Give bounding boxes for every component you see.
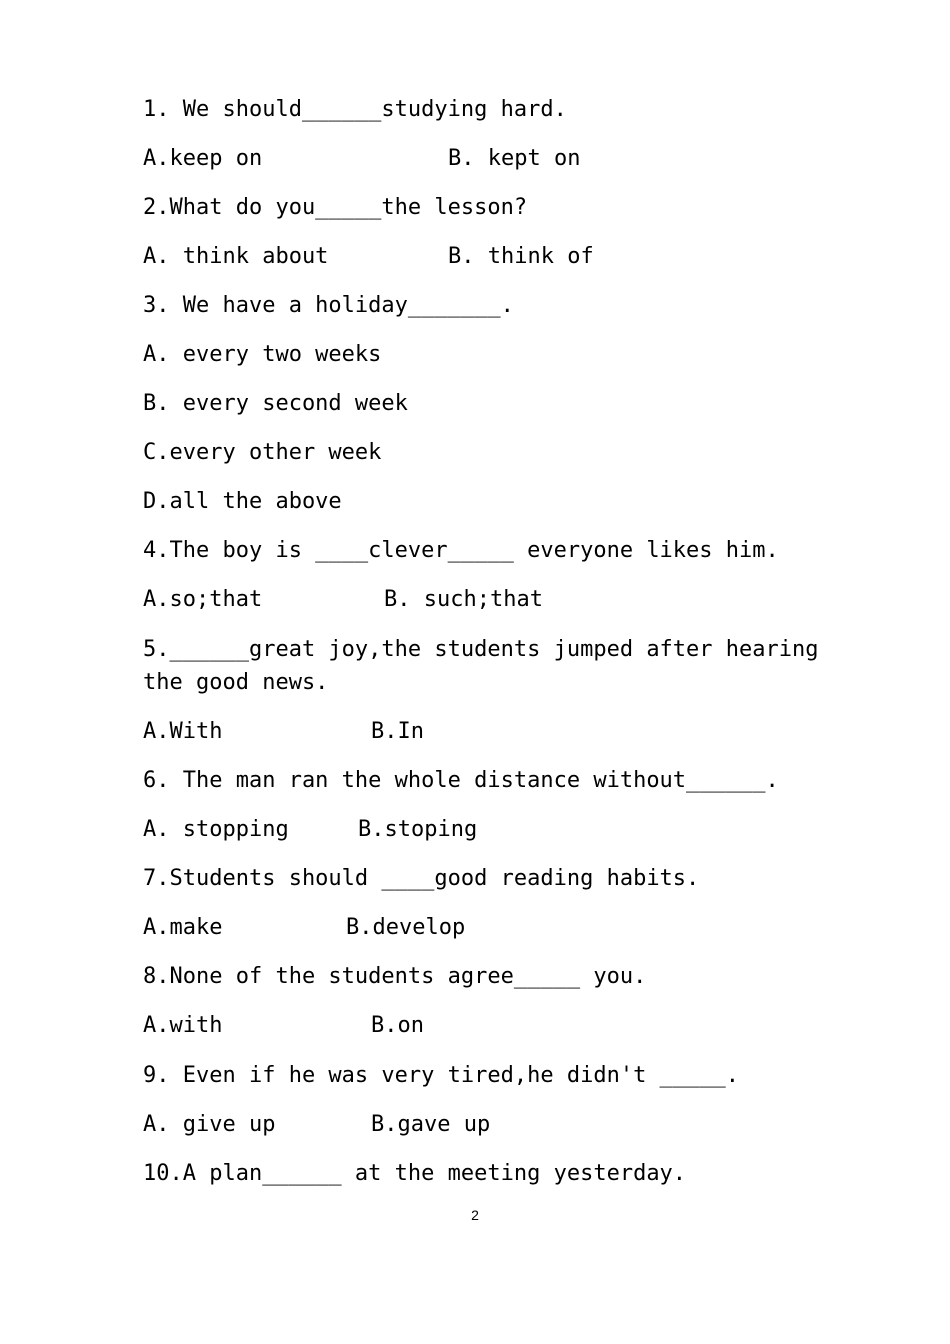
question-3-option-b: B. every second week xyxy=(143,391,408,416)
question-10-stem: 10.A plan______ at the meeting yesterday. xyxy=(143,1161,687,1186)
question-5-stem-line-2: the good news. xyxy=(143,670,329,695)
question-9-option-b: B.gave up xyxy=(371,1112,491,1137)
question-3-option-a: A. every two weeks xyxy=(143,342,382,367)
question-4-stem: 4.The boy is ____clever_____ everyone likes him. xyxy=(143,538,779,563)
question-6-option-b: B.stoping xyxy=(358,817,478,842)
question-1-option-b: B. kept on xyxy=(448,146,581,171)
question-1-option-a: A.keep on xyxy=(143,146,263,171)
question-2-stem: 2.What do you_____the lesson? xyxy=(143,195,528,220)
question-6-option-a: A. stopping xyxy=(143,817,289,842)
question-7-option-b: B.develop xyxy=(346,915,466,940)
question-5-stem-line-1: 5.______great joy,the students jumped after hearing xyxy=(143,637,819,662)
question-9-option-a: A. give up xyxy=(143,1112,276,1137)
question-8-option-b: B.on xyxy=(371,1013,424,1038)
page-number: 2 xyxy=(471,1207,479,1223)
question-8-option-a: A.with xyxy=(143,1013,223,1038)
question-4-option-b: B. such;that xyxy=(384,587,543,612)
question-6-stem: 6. The man ran the whole distance without______. xyxy=(143,768,779,793)
question-9-stem: 9. Even if he was very tired,he didn't _____. xyxy=(143,1063,740,1088)
question-3-option-c: C.every other week xyxy=(143,440,382,465)
question-5-option-b: B.In xyxy=(371,719,424,744)
question-8-stem: 8.None of the students agree_____ you. xyxy=(143,964,647,989)
question-2-option-b: B. think of xyxy=(448,244,594,269)
question-2-option-a: A. think about xyxy=(143,244,329,269)
question-3-option-d: D.all the above xyxy=(143,489,342,514)
question-1-stem: 1. We should______studying hard. xyxy=(143,97,567,122)
question-7-option-a: A.make xyxy=(143,915,223,940)
question-5-option-a: A.With xyxy=(143,719,223,744)
question-7-stem: 7.Students should ____good reading habits. xyxy=(143,866,700,891)
question-3-stem: 3. We have a holiday_______. xyxy=(143,293,514,318)
question-4-option-a: A.so;that xyxy=(143,587,263,612)
